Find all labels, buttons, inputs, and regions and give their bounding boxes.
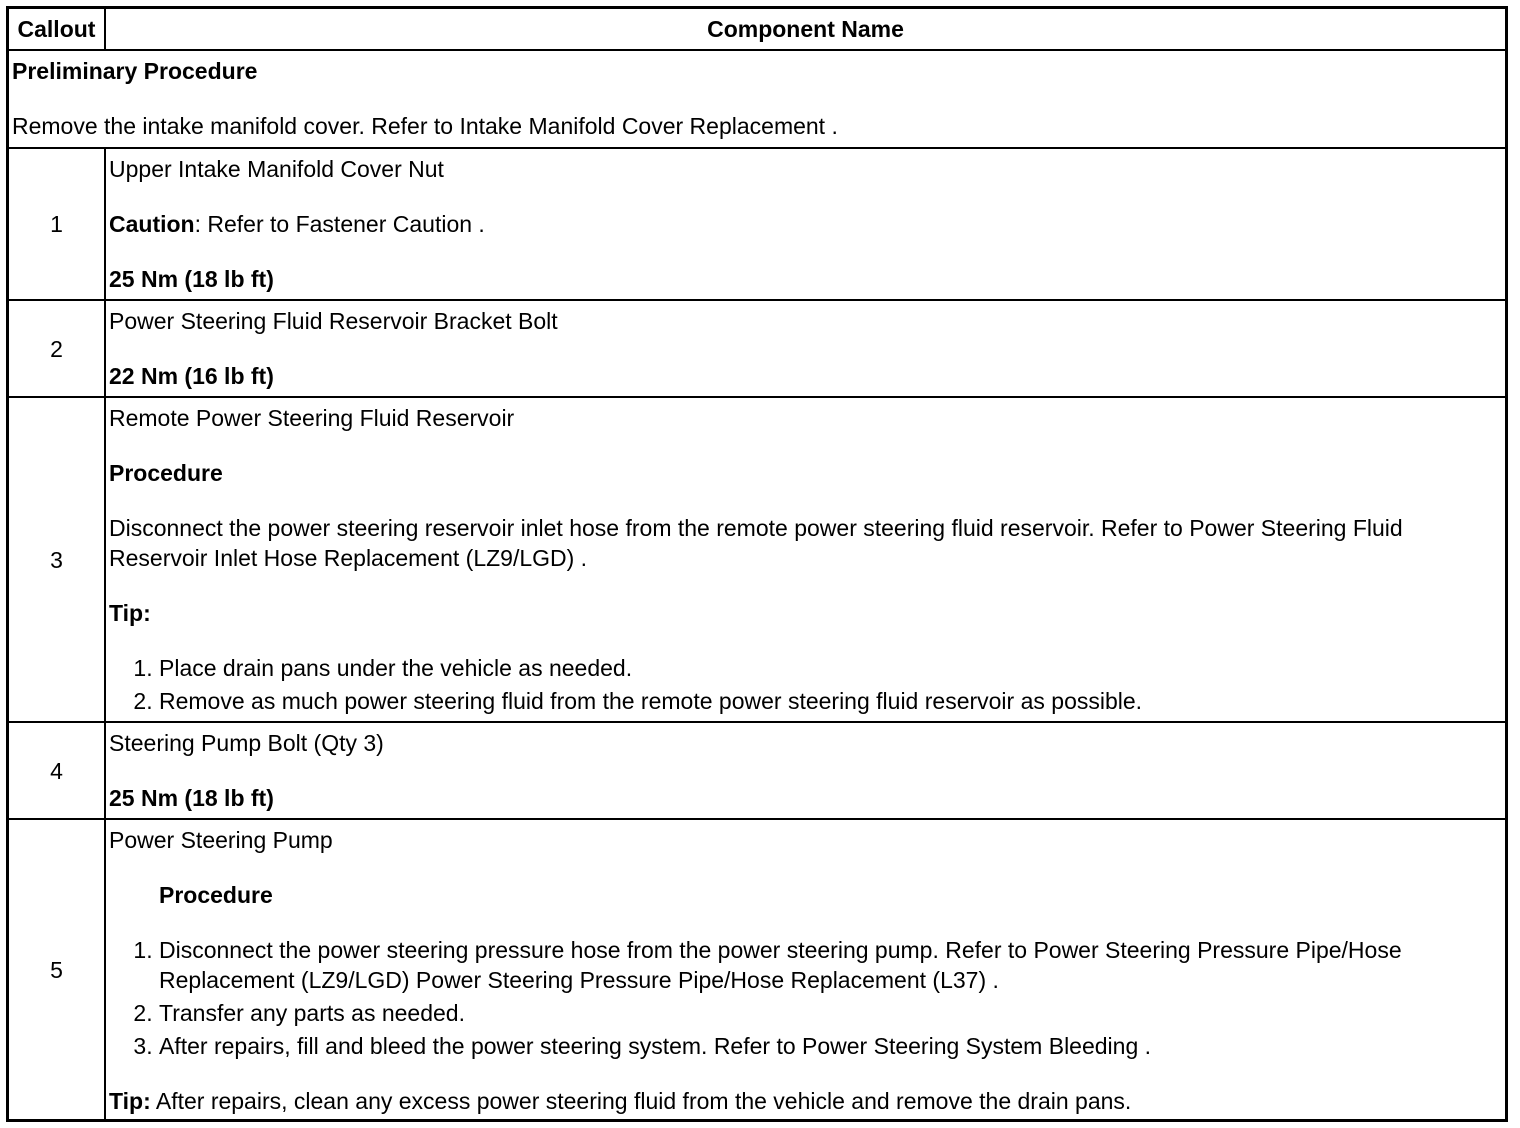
header-callout-label: Callout [17,16,96,42]
table-row [9,818,1505,1119]
preliminary-row [9,49,1505,147]
table-row [9,147,1505,299]
caution-label: Caution [109,211,195,237]
callout-number: 3 [50,546,63,573]
tip-text: After repairs, clean any excess power steering fluid from the vehicle and remove the drain pans. [150,1088,1132,1114]
torque-spec: 22 Nm (16 lb ft) [109,363,274,389]
callout-cell [9,149,106,299]
torque-spec: 25 Nm (18 lb ft) [109,785,274,811]
tip-label: Tip: [109,600,151,626]
list-item: 1. Disconnect the power steering pressure hose from the power steering pump. Refer to Power Steering Pressure Pipe/Hose Replacement (LZ9/LGD) Power Steering Pressure Pipe/Hose Replacement (L37) . [159,935,1501,995]
component-cell [106,398,1505,721]
component-cell [106,723,1505,818]
callout-cell [9,723,106,818]
component-cell [106,820,1505,1119]
tip-line [109,1086,1501,1116]
callout-number: 5 [50,956,63,983]
procedure-text: Disconnect the power steering reservoir inlet hose from the remote power steering fluid reservoir. Refer to Power Steering Fluid Reservoir Inlet Hose Replacement (LZ9/LGD) . [109,515,1403,571]
list-item: 3. After repairs, fill and bleed the power steering system. Refer to Power Steering System Bleeding . [159,1031,1501,1061]
header-component-name: Component Name [707,16,904,42]
table-header-row [9,9,1505,49]
preliminary-title: Preliminary Procedure [12,58,258,84]
header-callout [9,9,106,49]
component-name: Power Steering Pump [109,827,333,853]
callout-cell [9,398,106,721]
callout-cell [9,301,106,396]
callout-cell [9,820,106,1119]
component-name: Upper Intake Manifold Cover Nut [109,156,444,182]
list-item: 2. Remove as much power steering fluid from the remote power steering fluid reservoir as possible. [159,686,1501,716]
list-item: 2. Transfer any parts as needed. [159,998,1501,1028]
torque-spec: 25 Nm (18 lb ft) [109,266,274,292]
table-row [9,721,1505,818]
procedure-label: Procedure [109,460,223,486]
callout-number: 4 [50,757,63,784]
tip-steps-list [109,653,1501,716]
component-name: Steering Pump Bolt (Qty 3) [109,730,384,756]
procedure-steps-list [109,935,1501,1061]
table-row [9,299,1505,396]
preliminary-text: Remove the intake manifold cover. Refer to Intake Manifold Cover Replacement . [12,113,838,139]
procedure-table [6,6,1508,1122]
callout-number: 1 [50,211,63,237]
callout-number: 2 [50,335,63,362]
component-name: Power Steering Fluid Reservoir Bracket Bolt [109,308,558,334]
component-cell [106,149,1505,299]
tip-label: Tip: [109,1088,151,1114]
procedure-label: Procedure [159,882,273,908]
component-name: Remote Power Steering Fluid Reservoir [109,405,515,431]
table-row [9,396,1505,721]
list-item: 1. Place drain pans under the vehicle as needed. [159,653,1501,683]
caution-text: : Refer to Fastener Caution . [194,211,485,237]
caution-line [109,209,1501,239]
component-cell [106,301,1505,396]
